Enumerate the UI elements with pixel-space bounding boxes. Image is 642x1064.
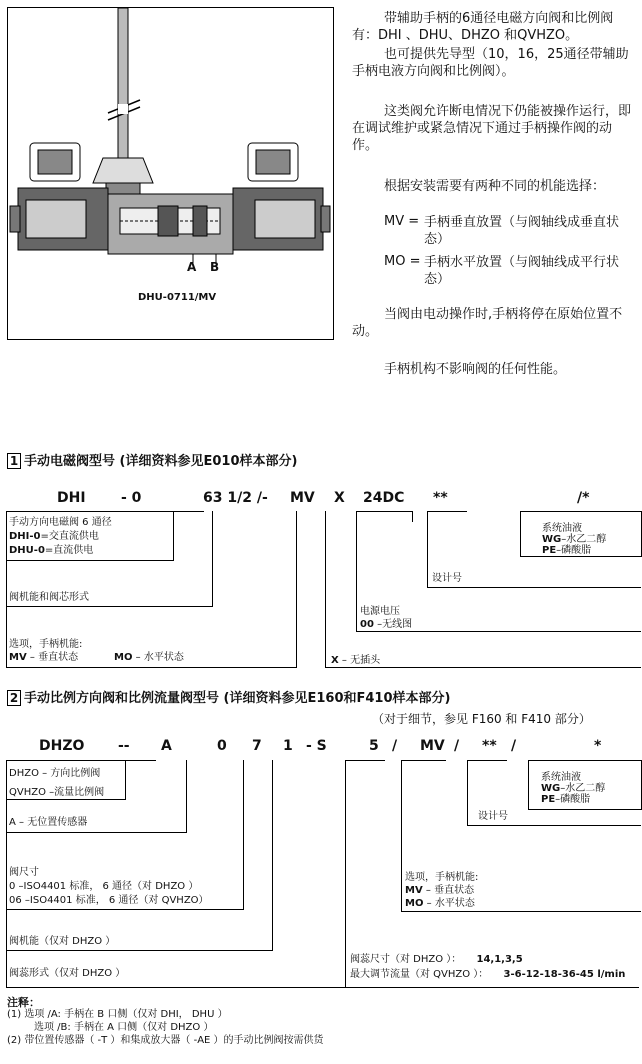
code2-option-mo: MO – 水平状态 — [405, 898, 475, 909]
section-1-model-code — [0, 490, 642, 510]
code1-function-label: 阀机能和阀芯形式 — [9, 592, 89, 603]
code1-seal-wg: WG–水乙二醇 — [542, 534, 607, 545]
code1-function: 63 1/2 /- — [203, 490, 268, 506]
section-2-model-code — [0, 738, 642, 758]
port-a-label: A — [187, 260, 197, 274]
note-1b: 选项 /B: 手柄在 A 口侧（仅对 DHZO ） — [34, 1022, 214, 1033]
code2-seal-title: 系统油液 — [541, 772, 581, 783]
code2-seal: * — [594, 738, 602, 754]
code2-size-06: 06 –ISO4401 标准， 6 通径（对 QVHZO） — [9, 895, 209, 906]
code1-series-dhi: DHI-0=交直流供电 — [9, 531, 99, 542]
code2-max-flow: 最大调节流量（对 QVHZO ）： 3-6-12-18-36-45 l/min — [350, 969, 626, 980]
code1-option-mo: MO – 水平状态 — [114, 652, 184, 663]
code2-series-dhzo: DHZO – 方向比例阀 — [9, 768, 101, 779]
code1-option: MV — [290, 490, 315, 506]
code1-series: DHI — [57, 490, 86, 506]
code1-options-title: 选项，手柄机能: — [9, 639, 83, 650]
code1-series-desc: 手动方向电磁阀 6 通径 — [9, 517, 112, 528]
code1-option-mv: MV – 垂直状态 — [9, 652, 79, 663]
note-1: (1) 选项 /A: 手柄在 B 口侧（仅对 DHI， DHU ） — [7, 1009, 228, 1020]
section-1-header — [7, 450, 297, 469]
intro-paragraph-2: 也可提供先导型（10，16，25通径带辅助手柄电液方向阀和比例阀）。 — [352, 47, 629, 79]
mo-option-label: MO = — [384, 254, 421, 269]
code2-dash: -- — [118, 738, 130, 754]
code2-seal-pe: PE–磷酸脂 — [541, 794, 591, 805]
section-2-title: 手动比例方向阀和比例流量阀型号 (详细资料参见E160和F410样本部分) — [24, 691, 451, 706]
note-2: (2) 带位置传感器（ -T ）和集成放大器（ -AE ）的手动比例阀按需供货 — [7, 1035, 324, 1046]
section-2-header — [7, 687, 450, 706]
code2-spool: - S — [306, 738, 327, 754]
code2-sensor-a: A – 无位置传感器 — [9, 817, 88, 828]
code2-size-title: 阀尺寸 — [9, 867, 39, 878]
code2-series: DHZO — [39, 738, 85, 754]
code2-function: 7 — [252, 738, 262, 754]
code2-seal-wg: WG–水乙二醇 — [541, 783, 606, 794]
intro-paragraph-4: 根据安装需要有两种不同的机能选择： — [384, 179, 606, 194]
code2-function-label: 阀机能（仅对 DHZO ） — [9, 936, 116, 947]
figure-caption: DHU-0711/MV — [138, 292, 217, 303]
code1-design: ** — [433, 490, 448, 506]
code1-design-label: 设计号 — [432, 573, 462, 584]
code2-option: MV — [420, 738, 445, 754]
intro-paragraph-5: 当阀由电动操作时,手柄将停在原始位置不动。 — [352, 307, 623, 339]
code1-type: - 0 — [121, 490, 142, 506]
port-b-label: B — [210, 260, 220, 274]
intro-paragraph-1: 带辅助手柄的6通径电磁方向阀和比例阀有：DHI 、DHU、DHZO 和QVHZO。 — [352, 11, 614, 43]
code2-slash2: / — [454, 738, 460, 754]
code1-plug: X — [334, 490, 345, 506]
code1-voltage-title: 电源电压 — [360, 606, 400, 617]
code2-spool-size: 阀蕊尺寸（对 DHZO ）： 14,1,3,5 — [350, 954, 523, 965]
code1-seal-pe: PE–磷酸脂 — [542, 545, 592, 556]
code1-plug-x: X – 无插头 — [331, 655, 381, 666]
section-1-number: 1 — [7, 453, 21, 469]
code2-design-label: 设计号 — [478, 811, 508, 822]
code2-option-mv: MV – 垂直状态 — [405, 885, 475, 896]
code2-size-0: 0 –ISO4401 标准， 6 通径（对 DHZO ） — [9, 881, 199, 892]
code1-voltage: 24DC — [363, 490, 405, 506]
valve-cross-section-drawing — [8, 8, 332, 338]
code2-options-title: 选项，手柄机能: — [405, 872, 479, 883]
mv-option-label: MV = — [384, 214, 420, 229]
mv-option-text: 手柄垂直放置（与阀轴线成垂直状态） — [424, 215, 620, 247]
section-2-subtitle: （对于细节，参见 F160 和 F410 部分） — [372, 712, 591, 726]
mo-option-text: 手柄水平放置（与阀轴线成平行状态） — [424, 255, 620, 287]
notes-title: 注释： — [7, 996, 40, 1009]
intro-paragraph-3: 这类阀允许断电情况下仍能被操作运行，即在调试维护或紧急情况下通过手柄操作阀的动作。 — [352, 104, 632, 153]
code1-series-dhu: DHU-0=直流供电 — [9, 545, 94, 556]
code2-spool-type: 1 — [283, 738, 293, 754]
code2-flow: 5 — [369, 738, 379, 754]
code2-sensor: A — [161, 738, 172, 754]
code2-spool-label: 阀蕊形式（仅对 DHZO ） — [9, 968, 126, 979]
code1-voltage-00: 00 –无线图 — [360, 619, 413, 630]
section-1-title: 手动电磁阀型号 (详细资料参见E010样本部分) — [24, 454, 298, 469]
section-2-number: 2 — [7, 690, 21, 706]
code1-seal: /* — [577, 490, 590, 506]
code2-series-qvhzo: QVHZO –流量比例阀 — [9, 787, 105, 798]
code2-size: 0 — [217, 738, 227, 754]
intro-paragraph-6: 手柄机构不影响阀的任何性能。 — [384, 362, 567, 377]
code1-seal-title: 系统油液 — [542, 523, 582, 534]
code2-design: ** — [482, 738, 497, 754]
code2-slash3: / — [511, 738, 517, 754]
valve-figure-frame — [7, 7, 334, 340]
code2-slash1: / — [392, 738, 398, 754]
